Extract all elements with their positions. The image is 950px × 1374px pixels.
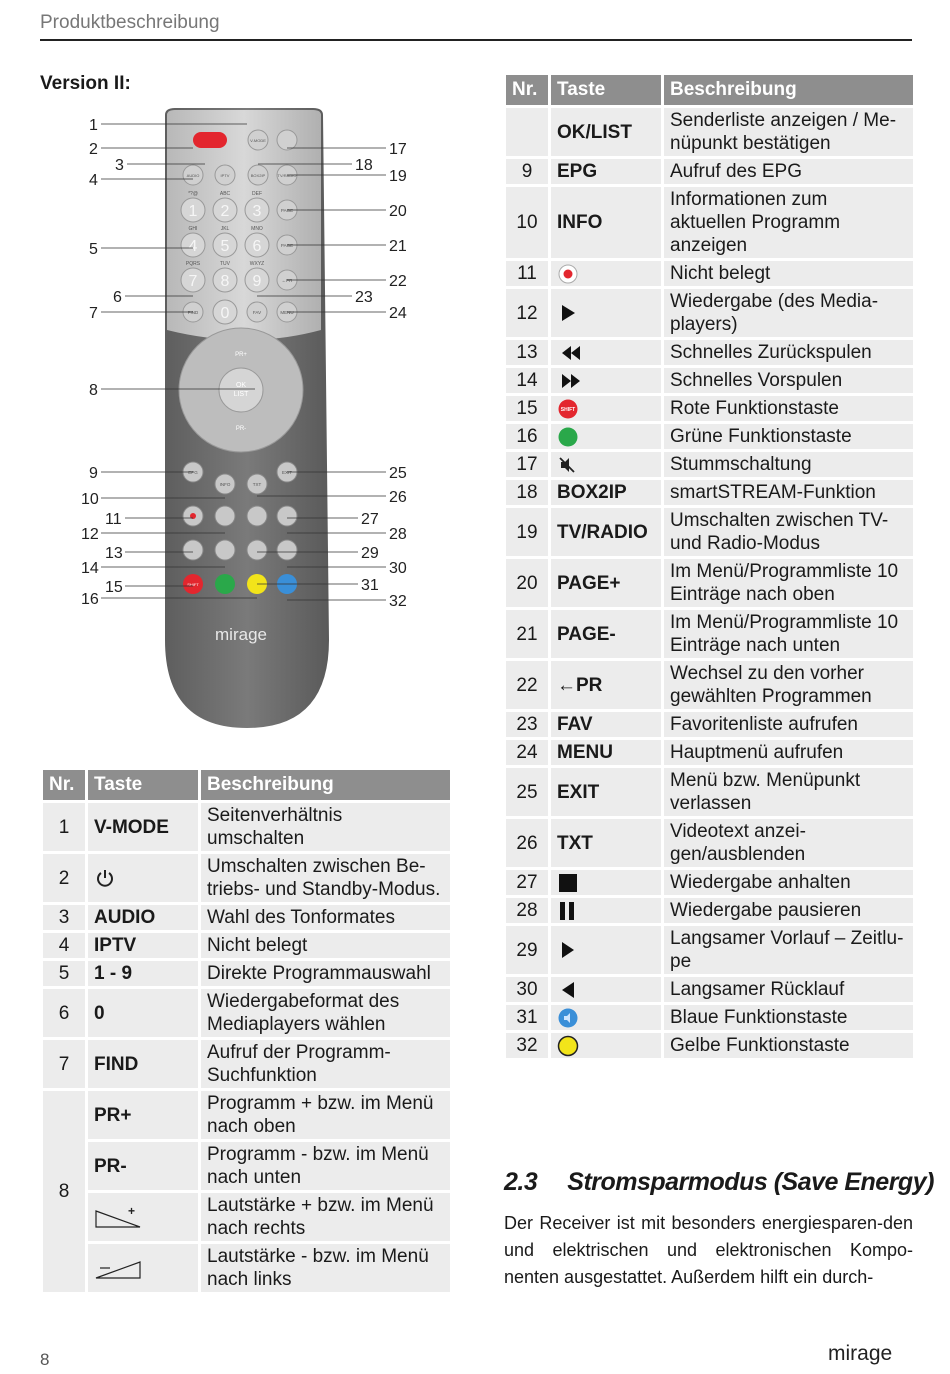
media-button-row1 <box>215 506 235 526</box>
pr-back-label: ←PR <box>281 278 293 283</box>
table-row <box>43 854 450 902</box>
pr-plus-label: PR+ <box>235 352 247 358</box>
desc-cell: Umschalten zwischen TV- und Radio-Modus <box>664 508 913 556</box>
table-row <box>506 452 913 477</box>
header-rule <box>40 39 912 41</box>
numpad-letters: MNO <box>251 226 263 232</box>
svg-text:+: + <box>128 1205 136 1218</box>
key-cell <box>551 261 661 286</box>
callout-number: 26 <box>389 489 407 506</box>
color-button <box>215 574 235 594</box>
table-row <box>506 870 913 895</box>
audio-label: AUDIO <box>186 173 200 178</box>
menu-label: MENU <box>280 310 294 315</box>
key-cell: EPG <box>551 159 661 184</box>
nr-cell: 18 <box>506 480 548 505</box>
play-icon <box>557 302 579 324</box>
nr-cell: 7 <box>43 1040 85 1088</box>
key-cell: AUDIO <box>88 905 198 930</box>
table-row <box>506 108 913 156</box>
numpad-letters: WXYZ <box>249 261 265 267</box>
desc-cell: Videotext anzei-gen/ausblenden <box>664 819 913 867</box>
desc-cell: Wiedergabe anhalten <box>664 870 913 895</box>
nr-cell: 30 <box>506 977 548 1002</box>
desc-cell: smartSTREAM-Funktion <box>664 480 913 505</box>
vmode-label: V-MODE <box>250 138 266 143</box>
fav-label: FAV <box>252 310 262 315</box>
list-label: LIST <box>233 391 249 398</box>
col-beschreibung: Beschreibung <box>201 770 450 800</box>
nr-cell: 26 <box>506 819 548 867</box>
txt-label: TXT <box>252 482 262 487</box>
key-cell <box>551 1033 661 1058</box>
slow-rewind-icon <box>557 979 579 1001</box>
media-button-row2 <box>247 540 267 560</box>
key-cell: IPTV <box>88 933 198 958</box>
callout-number: 2 <box>89 141 98 158</box>
numpad-letters: TUV <box>220 261 230 267</box>
callout-number: 16 <box>81 591 99 608</box>
table-row <box>43 1142 450 1190</box>
nr-cell: 31 <box>506 1005 548 1030</box>
table-row <box>506 424 913 449</box>
nr-cell: 19 <box>506 508 548 556</box>
nr-cell: 1 <box>43 803 85 851</box>
desc-cell: Hauptmenü aufrufen <box>664 740 913 765</box>
callout-number: 30 <box>389 560 407 577</box>
table-row <box>506 340 913 365</box>
key-cell <box>551 977 661 1002</box>
table-row <box>43 1040 450 1088</box>
blue-button-icon <box>557 1007 579 1029</box>
key-cell: 1 - 9 <box>88 961 198 986</box>
power-icon <box>94 867 116 889</box>
col-taste: Taste <box>551 75 661 105</box>
callout-number: 9 <box>89 465 98 482</box>
numpad-letters: DEF <box>252 191 262 197</box>
stop-icon <box>557 872 579 894</box>
key-cell <box>551 396 661 421</box>
key-cell: PAGE+ <box>551 559 661 607</box>
pause-icon <box>557 900 579 922</box>
page-header: Produktbeschreibung <box>40 12 220 33</box>
nr-cell: 6 <box>43 989 85 1037</box>
left-key-table <box>40 767 453 1295</box>
numpad-digit-9: 9 <box>252 273 262 290</box>
mute-button <box>277 130 297 150</box>
callout-number: 15 <box>105 579 123 596</box>
key-cell: PR- <box>88 1142 198 1190</box>
desc-cell: Schnelles Zurückspulen <box>664 340 913 365</box>
page-up-label: PAGE <box>280 208 294 213</box>
key-cell <box>88 1244 198 1292</box>
col-taste: Taste <box>88 770 198 800</box>
key-cell: FAV <box>551 712 661 737</box>
table-header-row <box>43 770 450 800</box>
callout-number: 19 <box>389 168 407 185</box>
desc-cell: Gelbe Funktionstaste <box>664 1033 913 1058</box>
desc-cell: Direkte Programmauswahl <box>201 961 450 986</box>
nr-cell: 23 <box>506 712 548 737</box>
page-down-label: PAGE <box>280 243 294 248</box>
desc-cell: Programm + bzw. im Menü nach oben <box>201 1091 450 1139</box>
ok-button <box>219 368 263 412</box>
table-row <box>506 926 913 974</box>
nr-cell: 14 <box>506 368 548 393</box>
key-cell: EXIT <box>551 768 661 816</box>
desc-cell: Langsamer Vorlauf – Zeitlu-pe <box>664 926 913 974</box>
nr-cell: 25 <box>506 768 548 816</box>
callout-number: 5 <box>89 241 98 258</box>
desc-cell: Blaue Funktionstaste <box>664 1005 913 1030</box>
desc-cell: Rote Funktionstaste <box>664 396 913 421</box>
numpad-digit-7: 7 <box>188 273 198 290</box>
table-row <box>506 480 913 505</box>
desc-cell: Langsamer Rücklauf <box>664 977 913 1002</box>
desc-cell: Wiedergabe pausieren <box>664 898 913 923</box>
nr-cell: 4 <box>43 933 85 958</box>
desc-cell: Favoritenliste aufrufen <box>664 712 913 737</box>
numpad-letters: *?@ <box>188 191 198 197</box>
media-button-row2 <box>215 540 235 560</box>
nr-cell: 8 <box>43 1091 85 1292</box>
desc-cell: Nicht belegt <box>664 261 913 286</box>
desc-cell: Menü bzw. Menüpunkt verlassen <box>664 768 913 816</box>
col-nr: Nr. <box>506 75 548 105</box>
remote-control-illustration <box>75 100 420 740</box>
nr-cell: 29 <box>506 926 548 974</box>
callout-number: 25 <box>389 465 407 482</box>
nr-cell: 20 <box>506 559 548 607</box>
nr-cell <box>506 108 548 156</box>
red-button-icon <box>557 398 579 420</box>
right-key-table <box>503 72 916 1061</box>
ok-label: OK <box>235 382 247 389</box>
table-row <box>43 989 450 1037</box>
key-cell: TV/RADIO <box>551 508 661 556</box>
table-row <box>43 1193 450 1241</box>
callout-number: 11 <box>105 511 122 528</box>
media-button-row2 <box>183 540 203 560</box>
table-row <box>506 396 913 421</box>
iptv-label: IPTV <box>220 173 230 178</box>
shift-label: SHIFT <box>187 582 199 587</box>
nr-cell: 5 <box>43 961 85 986</box>
section-body: Der Receiver ist mit besonders energiesparen-den und elektrischen und elektronischen Kompo-nenten ausgestattet. Außerdem hilft ein durch- <box>504 1213 913 1287</box>
box2ip-label: BOX2IP <box>250 173 266 178</box>
media-button-row2 <box>277 540 297 560</box>
numpad-digit-8: 8 <box>220 273 230 290</box>
yellow-button-icon <box>557 1035 579 1057</box>
table-row <box>506 610 913 658</box>
desc-cell: Lautstärke + bzw. im Menü nach rechts <box>201 1193 450 1241</box>
table-row <box>506 261 913 286</box>
key-cell <box>88 1193 198 1241</box>
nr-cell: 27 <box>506 870 548 895</box>
key-cell <box>551 870 661 895</box>
key-cell <box>551 289 661 337</box>
callout-number: 10 <box>81 491 99 508</box>
slow-forward-icon <box>557 939 579 961</box>
epg-label: EPG <box>188 470 198 475</box>
callout-number: 29 <box>361 545 379 562</box>
desc-cell: Wiedergabe (des Media-players) <box>664 289 913 337</box>
table-row <box>506 559 913 607</box>
callout-number: 12 <box>81 526 99 543</box>
callout-number: 8 <box>89 382 98 399</box>
nr-cell: 24 <box>506 740 548 765</box>
nr-cell: 3 <box>43 905 85 930</box>
record-icon <box>557 263 579 285</box>
desc-cell: Informationen zum aktuellen Programm anzeigen <box>664 187 913 258</box>
callout-number: 7 <box>89 305 98 322</box>
callout-number: 32 <box>389 593 407 610</box>
nr-cell: 15 <box>506 396 548 421</box>
callout-number: 28 <box>389 526 407 543</box>
key-cell <box>551 926 661 974</box>
nr-cell: 12 <box>506 289 548 337</box>
nr-cell: 10 <box>506 187 548 258</box>
callout-number: 21 <box>389 238 407 255</box>
callout-number: 14 <box>81 560 99 577</box>
desc-cell: Senderliste anzeigen / Me-nüpunkt bestätigen <box>664 108 913 156</box>
pr-minus-label: PR- <box>235 426 247 432</box>
table-row <box>506 289 913 337</box>
table-row <box>506 1005 913 1030</box>
numpad-digit-2: 2 <box>220 203 230 220</box>
desc-cell: Programm - bzw. im Menü nach unten <box>201 1142 450 1190</box>
desc-cell: Umschalten zwischen Be-triebs- und Standby-Modus. <box>201 854 450 902</box>
callout-number: 31 <box>361 577 379 594</box>
callout-number: 20 <box>389 203 407 220</box>
table-row <box>506 740 913 765</box>
key-cell <box>551 452 661 477</box>
section-heading <box>504 1168 934 1197</box>
key-cell <box>88 854 198 902</box>
desc-cell: Aufruf der Programm-Suchfunktion <box>201 1040 450 1088</box>
key-cell <box>551 898 661 923</box>
green-button-icon <box>557 426 579 448</box>
version-title: Version II: <box>40 73 131 94</box>
desc-cell: Wiedergabeformat des Mediaplayers wählen <box>201 989 450 1037</box>
fast-forward-icon <box>557 370 585 392</box>
remote-brand-logo: mirage <box>215 625 267 644</box>
nr-cell: 32 <box>506 1033 548 1058</box>
table-row <box>506 187 913 258</box>
section-title: Stromsparmodus (Save Energy) <box>567 1168 934 1196</box>
key-cell <box>551 340 661 365</box>
nr-cell: 13 <box>506 340 548 365</box>
callout-number: 22 <box>389 273 407 290</box>
nr-cell: 11 <box>506 261 548 286</box>
key-cell: PAGE- <box>551 610 661 658</box>
table-row <box>506 898 913 923</box>
table-row <box>506 819 913 867</box>
section-number: 2.3 <box>504 1168 538 1196</box>
key-cell: FIND <box>88 1040 198 1088</box>
table-row <box>506 661 913 709</box>
callout-number: 27 <box>361 511 379 528</box>
info-label: INFO <box>219 482 231 487</box>
exit-label: EXIT <box>281 470 293 475</box>
key-cell <box>551 1005 661 1030</box>
callout-number: 23 <box>355 289 373 306</box>
nr-cell: 21 <box>506 610 548 658</box>
nr-cell: 28 <box>506 898 548 923</box>
tvradio-label: TV/RADIO <box>277 173 297 178</box>
callout-number: 3 <box>115 157 124 174</box>
desc-cell: Seitenverhältnis umschalten <box>201 803 450 851</box>
numpad-digit-1: 1 <box>188 203 198 220</box>
callout-number: 4 <box>89 172 98 189</box>
table-row <box>43 961 450 986</box>
nr-cell: 16 <box>506 424 548 449</box>
key-cell: OK/LIST <box>551 108 661 156</box>
table-row <box>43 1091 450 1139</box>
key-cell: 0 <box>88 989 198 1037</box>
callout-number: 24 <box>389 305 407 322</box>
callout-number: 17 <box>389 141 407 158</box>
desc-cell: Schnelles Vorspulen <box>664 368 913 393</box>
nr-cell: 2 <box>43 854 85 902</box>
desc-cell: Wahl des Tonformates <box>201 905 450 930</box>
desc-cell: Aufruf des EPG <box>664 159 913 184</box>
table-row <box>506 1033 913 1058</box>
key-cell: INFO <box>551 187 661 258</box>
find-label: FIND <box>187 310 199 315</box>
media-button-row1 <box>277 506 297 526</box>
desc-cell: Grüne Funktionstaste <box>664 424 913 449</box>
col-beschreibung: Beschreibung <box>664 75 913 105</box>
key-cell: PR+ <box>88 1091 198 1139</box>
key-cell: BOX2IP <box>551 480 661 505</box>
media-button-row1 <box>247 506 267 526</box>
key-cell <box>551 368 661 393</box>
numpad-digit-5: 5 <box>220 238 230 255</box>
callout-number: 18 <box>355 157 373 174</box>
key-cell: MENU <box>551 740 661 765</box>
numpad-letters: JKL <box>220 226 230 232</box>
desc-cell: Im Menü/Programmliste 10 Einträge nach oben <box>664 559 913 607</box>
table-header-row <box>506 75 913 105</box>
key-cell <box>551 424 661 449</box>
volume-up-icon <box>94 1205 144 1229</box>
key-cell: V-MODE <box>88 803 198 851</box>
svg-text:SHIFT: SHIFT <box>560 406 576 413</box>
numpad-digit-0: 0 <box>220 305 230 322</box>
callout-number: 13 <box>105 545 123 562</box>
callout-number: 1 <box>89 117 98 134</box>
power-button <box>193 132 227 148</box>
table-row <box>506 977 913 1002</box>
desc-cell: Lautstärke - bzw. im Menü nach links <box>201 1244 450 1292</box>
desc-cell: Im Menü/Programmliste 10 Einträge nach unten <box>664 610 913 658</box>
numpad-digit-3: 3 <box>252 203 262 220</box>
table-row <box>506 508 913 556</box>
table-row <box>506 159 913 184</box>
key-cell: TXT <box>551 819 661 867</box>
nr-cell: 22 <box>506 661 548 709</box>
mute-icon <box>557 454 579 476</box>
numpad-digit-6: 6 <box>252 238 262 255</box>
table-row <box>43 933 450 958</box>
desc-cell: Stummschaltung <box>664 452 913 477</box>
numpad-digit-4: 4 <box>188 238 198 255</box>
table-row <box>43 803 450 851</box>
table-row <box>506 768 913 816</box>
nr-cell: 9 <box>506 159 548 184</box>
footer-brand-text: mirage <box>828 1343 893 1365</box>
table-row <box>506 712 913 737</box>
page-number: 8 <box>40 1350 50 1369</box>
table-row <box>43 1244 450 1292</box>
numpad-letters: GHI <box>188 226 198 232</box>
desc-cell: Nicht belegt <box>201 933 450 958</box>
volume-down-icon <box>94 1256 144 1280</box>
numpad-letters: ABC <box>219 191 231 197</box>
footer-brand-logo <box>828 1343 912 1365</box>
rewind-icon <box>557 342 585 364</box>
table-row <box>506 368 913 393</box>
nr-cell: 17 <box>506 452 548 477</box>
col-nr: Nr. <box>43 770 85 800</box>
callout-number: 6 <box>113 289 122 306</box>
key-cell: ←PR <box>551 661 661 709</box>
table-row <box>43 905 450 930</box>
numpad-letters: PQRS <box>185 261 201 267</box>
desc-cell: Wechsel zu den vorher gewählten Programmen <box>664 661 913 709</box>
